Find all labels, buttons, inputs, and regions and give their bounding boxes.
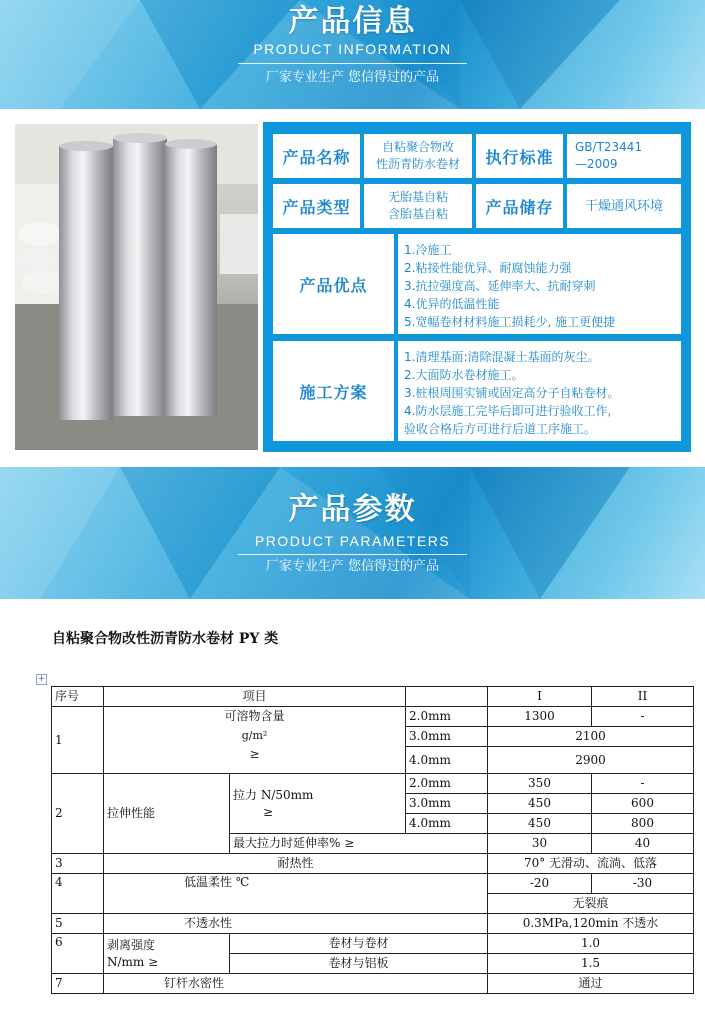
row-sub-item: 卷材与铝板 [230, 954, 488, 974]
table-header-row [52, 687, 694, 707]
params-table [51, 686, 694, 994]
banner-subtitle: PRODUCT INFORMATION [253, 41, 452, 57]
row-sub-item [230, 774, 406, 834]
value-i: 1300 [488, 707, 592, 727]
row-item: 低温柔性 ℃ [104, 874, 488, 914]
product-info-panel [263, 122, 691, 452]
banner-slogan: 厂家专业生产 您信得过的产品 [265, 70, 440, 85]
value-i: 350 [488, 774, 592, 794]
construction-item: 1.清理基面:清除混凝土基面的灰尘。 [404, 350, 600, 364]
construction-label: 施工方案 [273, 341, 394, 441]
row-item-line: 剥离强度 [107, 937, 156, 952]
row-item-line: 可溶物含量 [224, 709, 285, 723]
table-row [52, 774, 694, 794]
value-merged: 70° 无滑动、流淌、低落 [488, 854, 694, 874]
product-name-line-1: 自粘聚合物改 [381, 140, 454, 154]
thickness-cell: 3.0mm [406, 727, 488, 747]
product-type-label: 产品类型 [273, 184, 360, 228]
header-spacer [406, 687, 488, 707]
value-ii: - [592, 707, 694, 727]
value-i: 450 [488, 814, 592, 834]
construction-item: 3.桩根周围实铺或固定高分子自粘卷材。 [404, 386, 620, 400]
value-merged: 2100 [488, 727, 694, 747]
row-item [104, 934, 230, 974]
row-no: 4 [52, 874, 104, 914]
value-merged: 通过 [488, 974, 694, 994]
params-doc-title: 自粘聚合物改性沥青防水卷材 PY 类 [52, 631, 279, 647]
value-merged: 1.5 [488, 954, 694, 974]
row-no: 7 [52, 974, 104, 994]
construction-item: 验收合格后方可进行后道工序施工。 [404, 422, 597, 436]
advantage-item: 4.优异的低温性能 [404, 297, 500, 311]
value-i: 30 [488, 834, 592, 854]
row-sub-line: 拉力 N/50mm [233, 787, 314, 802]
construction-item: 4.防水层施工完毕后即可进行验收工作, [404, 404, 612, 418]
advantage-item: 2.粘接性能优异、耐腐蚀能力强 [404, 261, 572, 275]
construction-list [398, 341, 681, 441]
row-item-line: ≥ [249, 747, 260, 761]
row-no: 2 [52, 774, 104, 854]
header-i: I [488, 687, 592, 707]
row-sub-line: ≥ [263, 804, 274, 819]
advantages-label: 产品优点 [273, 234, 394, 334]
standard-line-1: GB/T23441 [575, 140, 643, 154]
thickness-cell: 2.0mm [406, 774, 488, 794]
row-item: 拉伸性能 [104, 774, 230, 854]
row-no: 3 [52, 854, 104, 874]
advantage-item: 5.宽幅卷材材料施工损耗少, 施工更便捷 [404, 315, 616, 329]
elongation-label: 最大拉力时延伸率% ≥ [230, 834, 488, 854]
product-type-line-2: 含胎基自粘 [387, 207, 448, 221]
construction-item: 2.大面防水卷材施工。 [404, 368, 524, 382]
value-ii: - [592, 774, 694, 794]
value-merged: 无裂痕 [488, 894, 694, 914]
row-no: 5 [52, 914, 104, 934]
header-ii: II [592, 687, 694, 707]
table-row [52, 974, 694, 994]
product-name-value [364, 134, 472, 178]
row-sub-item: 卷材与卷材 [230, 934, 488, 954]
row-item: 不透水性 [104, 914, 488, 934]
standard-value [567, 134, 681, 178]
value-merged: 2900 [488, 747, 694, 774]
product-info-banner [0, 0, 705, 109]
banner-slogan: 厂家专业生产 您信得过的产品 [265, 559, 440, 574]
table-row [52, 934, 694, 954]
banner-divider [238, 554, 467, 555]
banner-divider [238, 63, 467, 64]
rolls-illustration [15, 124, 258, 450]
standard-label: 执行标准 [476, 134, 563, 178]
storage-label: 产品储存 [476, 184, 563, 228]
thickness-cell: 2.0mm [406, 707, 488, 727]
table-row [52, 707, 694, 727]
row-no: 6 [52, 934, 104, 974]
product-name-line-2: 性沥青防水卷材 [375, 157, 460, 171]
standard-line-2: —2009 [575, 157, 618, 171]
header-no: 序号 [52, 687, 104, 707]
banner-title: 产品信息 [288, 4, 417, 39]
thickness-cell: 4.0mm [406, 814, 488, 834]
row-item [104, 707, 406, 774]
product-type-line-1: 无胎基自粘 [387, 190, 448, 204]
banner-title: 产品参数 [288, 492, 417, 527]
row-item: 耐热性 [104, 854, 488, 874]
thickness-cell: 4.0mm [406, 747, 488, 774]
header-item: 项目 [104, 687, 406, 707]
table-row [52, 914, 694, 934]
value-ii: 40 [592, 834, 694, 854]
value-i: 450 [488, 794, 592, 814]
value-ii: -30 [592, 874, 694, 894]
value-merged: 0.3MPa,120min 不透水 [488, 914, 694, 934]
row-item-line: N/mm ≥ [107, 954, 159, 969]
value-ii: 600 [592, 794, 694, 814]
product-type-value [364, 184, 472, 228]
storage-value: 干燥通风环境 [567, 184, 681, 228]
value-ii: 800 [592, 814, 694, 834]
product-name-label: 产品名称 [273, 134, 360, 178]
row-item: 钉杆水密性 [104, 974, 488, 994]
table-expand-icon[interactable]: + [37, 674, 46, 684]
thickness-cell: 3.0mm [406, 794, 488, 814]
table-row [52, 854, 694, 874]
product-photo [15, 124, 258, 450]
value-merged: 1.0 [488, 934, 694, 954]
advantages-list [398, 234, 681, 334]
row-item-line: g/m² [241, 729, 268, 742]
advantage-item: 3.抗拉强度高、延伸率大、抗耐穿刺 [404, 279, 596, 293]
table-row [52, 874, 694, 894]
advantage-item: 1.冷施工 [404, 243, 452, 257]
product-params-banner [0, 467, 705, 599]
row-no: 1 [52, 707, 104, 774]
value-i: -20 [488, 874, 592, 894]
banner-subtitle: PRODUCT PARAMETERS [254, 533, 451, 549]
